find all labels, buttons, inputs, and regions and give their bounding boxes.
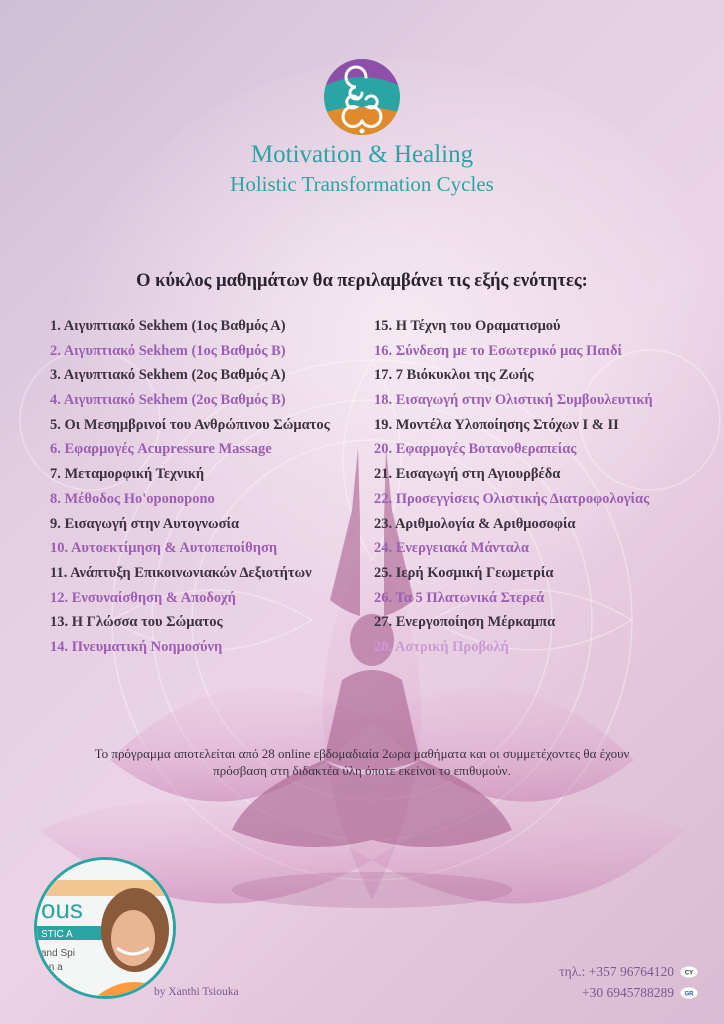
module-item: 13. Η Γλώσσα του Σώματος (50, 614, 223, 631)
program-description: Το πρόγραμμα αποτελείται από 28 online εβδομαδιαία 2ωρα μαθήματα και οι συμμετέχοντες θα έχουν πρόσβαση στη διδακτέα ύλη όποτε εκείνοι το επιθυμούν. (94, 746, 630, 778)
contact-row-cy (559, 961, 698, 982)
greece-badge-label: GR (684, 991, 694, 997)
phone-gr[interactable]: +30 6945788289 (582, 984, 674, 1000)
contact-info (559, 961, 698, 1003)
module-item: 28. Αστρική Προβολή (374, 638, 509, 655)
module-item: 9. Εισαγωγή στην Αυτογνωσία (50, 515, 240, 532)
module-item: 20. Εφαρμογές Βοτανοθεραπείας (374, 441, 577, 458)
photo-sign-text-1: ous (41, 894, 83, 924)
module-item: 26. Τα 5 Πλατωνικά Στερεά (374, 589, 545, 606)
module-item: 24. Ενεργειακά Μάνταλα (374, 540, 530, 557)
modules-list-right (374, 318, 704, 664)
module-item: 25. Ιερή Κοσμική Γεωμετρία (374, 564, 554, 581)
instructor-photo (34, 857, 176, 999)
module-item: 4. Αιγυπτιακό Sekhem (2ος Βαθμός Β) (50, 392, 286, 409)
module-item: 18. Εισαγωγή στην Ολιστική Συμβουλευτική (374, 392, 653, 409)
greece-badge-icon (680, 987, 698, 999)
module-item: 12. Ενσυναίσθηση & Αποδοχή (50, 589, 236, 606)
module-item: 1. Αιγυπτιακό Sekhem (1ος Βαθμός Α) (50, 318, 286, 334)
modules-list-left (50, 318, 365, 664)
phone-cy[interactable]: τηλ.: +357 96764120 (559, 963, 674, 979)
module-item: 15. Η Τέχνη του Οραματισμού (374, 318, 561, 334)
module-item: 17. 7 Βιόκυκλοι της Ζωής (374, 367, 534, 384)
module-item: 21. Εισαγωγή στη Αγιουρβέδα (374, 466, 561, 483)
module-item: 5. Οι Μεσημβρινοί του Ανθρώπινου Σώματος (50, 416, 330, 433)
photo-sign-text-4: ion a (41, 962, 63, 973)
module-item: 11. Ανάπτυξη Επικοινωνιακών Δεξιοτήτων (50, 564, 312, 581)
module-item: 22. Προσεγγίσεις Ολιστικής Διατροφολογίας (374, 490, 650, 507)
cyprus-badge-label: CY (684, 970, 694, 976)
module-item: 23. Αριθμολογία & Αριθμοσοφία (374, 515, 576, 532)
module-item: 6. Εφαρμογές Acupressure Massage (50, 441, 272, 458)
module-item: 19. Μοντέλα Υλοποίησης Στόχων Ι & ΙΙ (374, 416, 619, 433)
triskelion-logo-icon (322, 57, 402, 137)
module-item: 16. Σύνδεση με το Εσωτερικό μας Παιδί (374, 342, 623, 359)
contact-row-gr (559, 982, 698, 1003)
photo-sign-text-2: STIC A (41, 929, 73, 940)
module-item: 10. Αυτοεκτίμηση & Αυτοπεποίθηση (50, 540, 278, 557)
module-item: 14. Πνευματική Νοημοσύνη (50, 638, 223, 655)
intro-heading: Ο κύκλος μαθημάτων θα περιλαμβάνει τις εξής ενότητες: (136, 271, 588, 291)
brand-title: Motivation & Healing (250, 141, 474, 168)
module-item: 3. Αιγυπτιακό Sekhem (2ος Βαθμός Α) (50, 367, 286, 384)
cyprus-badge-icon (680, 966, 698, 978)
author-byline: by Xanthi Tsiouka (154, 986, 239, 998)
module-item: 7. Μεταμορφική Τεχνική (50, 466, 205, 483)
module-item: 2. Αιγυπτιακό Sekhem (1ος Βαθμός Β) (50, 342, 286, 359)
instructor-portrait (37, 860, 173, 996)
brand-subtitle: Holistic Transformation Cycles (230, 172, 494, 196)
module-item: 27. Ενεργοποίηση Μέρκαμπα (374, 614, 556, 631)
photo-sign-text-3: and Spi (41, 948, 75, 959)
module-item: 8. Μέθοδος Ho'oponopono (50, 490, 215, 507)
